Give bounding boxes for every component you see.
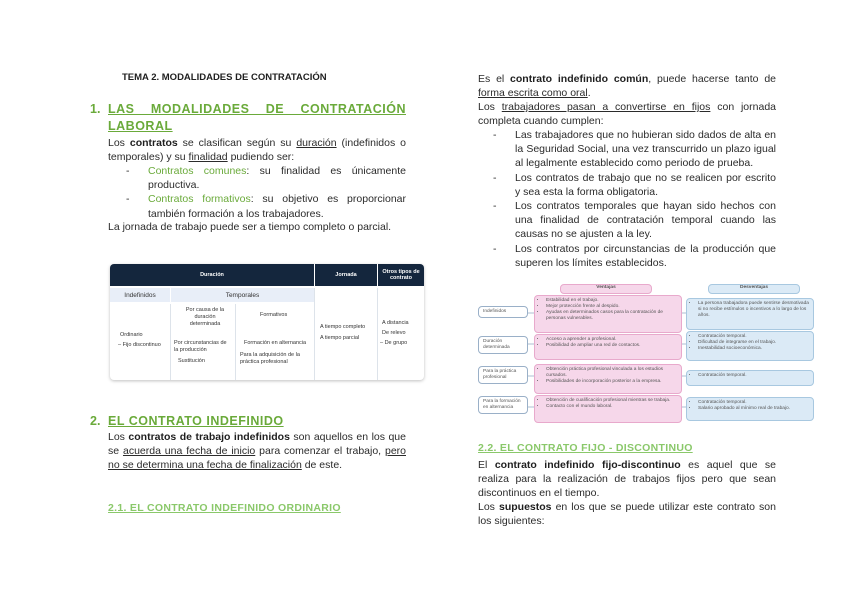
section-2-title: EL CONTRATO INDEFINIDO	[108, 414, 284, 428]
row-label-alternancia: Para la formación en alternancia	[478, 396, 528, 414]
cases-paragraph: Los supuestos en los que se puede utilizar este contrato son los siguientes:	[478, 501, 776, 528]
list-item: - Contratos comunes: su finalidad es únicamente productiva.	[126, 164, 406, 192]
cell-formativos: Formativos	[260, 312, 288, 318]
list-item: - Los contratos de trabajo que no se realicen por escrito y sea esta la forma obligatoria.	[493, 171, 776, 199]
header-duracion: Duración	[110, 264, 314, 286]
cell-relevo: De relevo	[382, 330, 406, 336]
contract-type-list	[126, 164, 406, 221]
ventajas-box: • Obtención práctica profesional vinculada a los estudios cursados. • Posibilidades de incorporación posterior a la empresa.	[534, 364, 682, 394]
ordinary-contract-paragraph: Es el contrato indefinido común, puede hacerse tanto de forma escrita como oral.	[478, 73, 776, 100]
desventajas-box: • Contratación temporal. • Salario aprobado al mínimo real de trabajo.	[686, 397, 814, 421]
header-jornada: Jornada	[315, 264, 377, 286]
section-1-title-line1: LAS MODALIDADES DE CONTRATACIÓN	[108, 102, 406, 116]
ventajas-box: • Estabilidad en el trabajo. • Mejor protección frente al despido. • Ayudas en determinados casos para la contratación de personas vulnerables.	[534, 295, 682, 333]
ventajas-box: • Acceso a aprender a profesional. • Posibilidad de ampliar una red de contactos.	[534, 334, 682, 360]
list-item: - Los contratos temporales que hayan sido hechos con una finalidad de contratación temporal cuando las causas no se ajusten a la ley.	[493, 199, 776, 242]
desventajas-box: • Contratación temporal.	[686, 370, 814, 386]
advantages-disadvantages-diagram	[478, 286, 810, 426]
row-label-duracion: Duración determinada	[478, 336, 528, 354]
cell-circunstancias: Por circunstancias de la producción	[174, 340, 227, 353]
fixed-workers-paragraph: Los trabajadores pasan a convertirse en fijos con jornada completa cuando cumplen:	[478, 101, 777, 128]
list-item: - Contratos formativos: su objetivo es proporcionar también formación a los trabajadores.	[126, 192, 406, 220]
section-2-paragraph: Los contratos de trabajo indefinidos son aquellos en los que se acuerda una fecha de inicio para comenzar el trabajo, pero no se determina una fecha de finalización de este.	[108, 431, 406, 472]
cell-grupo: – De grupo	[380, 340, 408, 346]
section-1-title-line2: LABORAL	[108, 119, 173, 133]
fixed-discontinuous-paragraph: El contrato indefinido fijo-discontinuo es aquel que se realiza para la realización de trabajos fijos pero que sean discontinuos en el tiempo.	[478, 459, 776, 500]
desventajas-box: • La persona trabajadora puede sentirse desmotivada si no recibe estímulos o incentivos a lo largo de los años.	[686, 298, 814, 330]
workday-paragraph: La jornada de trabajo puede ser a tiempo completo o parcial.	[108, 221, 392, 233]
list-item: - Las trabajadores que no hubieran sido dados de alta en la Seguridad Social, una vez transcurrido un plazo igual al legalmente establecido como periodo de prueba.	[493, 128, 776, 171]
subheader-temporales: Temporales	[171, 288, 314, 302]
cell-tiempo-parcial: A tiempo parcial	[320, 335, 360, 341]
cell-fijo-discontinuo: – Fijo discontinuo	[118, 342, 161, 348]
conditions-list	[493, 128, 776, 270]
cell-alternancia: Formación en alternancia	[244, 340, 307, 346]
subsection-2-2-title: 2.2. EL CONTRATO FIJO - DISCONTINUO	[478, 442, 693, 454]
cell-duracion-determinada: Por causa de la duración determinada	[185, 307, 225, 327]
cell-sustitucion: Sustitución	[178, 358, 205, 364]
subsection-2-1-title: 2.1. EL CONTRATO INDEFINIDO ORDINARIO	[108, 502, 341, 514]
section-1-paragraph: Los contratos se clasifican según su duración (indefinidos o temporales) y su finalidad pudiendo ser:	[108, 137, 406, 164]
section-2-number: 2.	[90, 414, 101, 428]
row-label-practica: Para la práctica profesional	[478, 366, 528, 384]
contract-classification-table	[110, 264, 424, 380]
desventajas-box: • Contratación temporal. • Dificultad de integrarse en el trabajo. • Inestabilidad socioeconómica.	[686, 331, 814, 361]
cell-distancia: A distancia	[382, 320, 409, 326]
cell-ordinario: Ordinario	[120, 332, 143, 338]
header-otros: Otros tipos de contrato	[378, 264, 424, 286]
cell-tiempo-completo: A tiempo completo	[320, 324, 366, 330]
ventajas-box: • Obtención de cualificación profesional mientras se trabaja. • Contacto con el mundo laboral.	[534, 395, 682, 423]
row-label-indefinidos: Indefinidos	[478, 306, 528, 318]
cell-practica: Para la adquisición de la práctica profesional	[240, 352, 300, 365]
section-1-number: 1.	[90, 102, 101, 116]
document-title: TEMA 2. MODALIDADES DE CONTRATACIÓN	[122, 72, 327, 83]
subheader-indefinidos: Indefinidos	[110, 288, 170, 302]
ventajas-header: Ventajas	[560, 284, 652, 294]
desventajas-header: Desventajas	[708, 284, 800, 294]
list-item: - Los contratos por circunstancias de la producción que superen los límites establecidos.	[493, 242, 776, 270]
